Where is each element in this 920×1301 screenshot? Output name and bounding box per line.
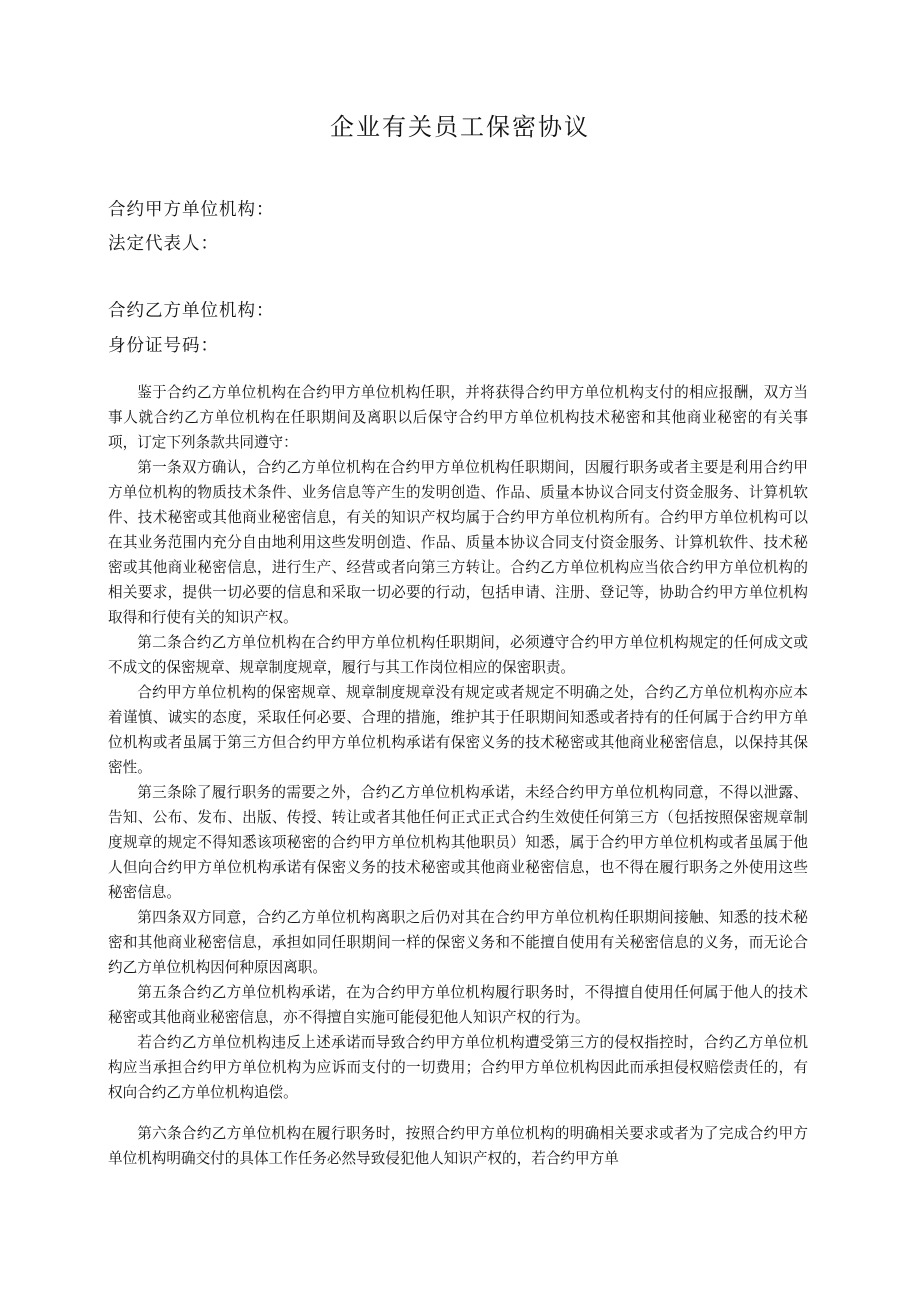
id-number-field: 身份证号码： xyxy=(108,336,219,356)
article-5-supplement-paragraph: 若合约乙方单位机构违反上述承诺而导致合约甲方单位机构遭受第三方的侵权指控时，合约乙方单位机构应当承担合约甲方单位机构为应诉而支付的一切费用；合约甲方单位机构因此而承担侵权赔偿责任的，有权向合约乙方单位机构追偿。 xyxy=(108,1034,808,1101)
article-2-supplement-paragraph: 合约甲方单位机构的保密规章、规章制度规章没有规定或者规定不明确之处，合约乙方单位机构亦应本着谨慎、诚实的态度，采取任何必要、合理的措施，维护其于任职期间知悉或者持有的任何属于合约甲方单位机构或者虽属于第三方但合约甲方单位机构承诺有保密义务的技术秘密或其他商业秘密信息，以保持其保密性。 xyxy=(108,684,808,776)
article-4-paragraph: 第四条双方同意，合约乙方单位机构离职之后仍对其在合约甲方单位机构任职期间接触、知悉的技术秘密和其他商业秘密信息，承担如同任职期间一样的保密义务和不能擅自使用有关秘密信息的义务，而无论合约乙方单位机构因何种原因离职。 xyxy=(108,909,808,976)
party-b-field: 合约乙方单位机构： xyxy=(108,301,275,321)
article-5-paragraph: 第五条合约乙方单位机构承诺，在为合约甲方单位机构履行职务时，不得擅自使用任何属于他人的技术秘密或其他商业秘密信息，亦不得擅自实施可能侵犯他人知识产权的行为。 xyxy=(108,984,808,1026)
party-a-field: 合约甲方单位机构： xyxy=(108,200,275,220)
article-1-paragraph: 第一条双方确认，合约乙方单位机构在合约甲方单位机构任职期间，因履行职务或者主要是利用合约甲方单位机构的物质技术条件、业务信息等产生的发明创造、作品、质量本协议合同支付资金服务、计算机软件、技术秘密或其他商业秘密信息，有关的知识产权均属于合约甲方单位机构所有。合约甲方单位机构可以在其业务范围内充分自由地利用这些发明创造、作品、质量本协议合同支付资金服务、计算机软件、技术秘密或其他商业秘密信息，进行生产、经营或者向第三方转让。合约乙方单位机构应当依合约甲方单位机构的相关要求，提供一切必要的信息和采取一切必要的行动，包括申请、注册、登记等，协助合约甲方单位机构取得和行使有关的知识产权。 xyxy=(108,459,808,626)
legal-representative-field: 法定代表人： xyxy=(108,234,219,254)
agreement-body xyxy=(108,380,808,1171)
preamble-paragraph: 鉴于合约乙方单位机构在合约甲方单位机构任职，并将获得合约甲方单位机构支付的相应报酬，双方当事人就合约乙方单位机构在任职期间及离职以后保守合约甲方单位机构技术秘密和其他商业秘密的有关事项，订定下列条款共同遵守： xyxy=(108,384,808,451)
article-6-paragraph: 第六条合约乙方单位机构在履行职务时，按照合约甲方单位机构的明确相关要求或者为了完成合约甲方单位机构明确交付的具体工作任务必然导致侵犯他人知识产权的，若合约甲方单 xyxy=(108,1125,808,1167)
document-title: 企业有关员工保密协议 xyxy=(330,113,590,141)
article-3-paragraph: 第三条除了履行职务的需要之外，合约乙方单位机构承诺，未经合约甲方单位机构同意，不得以泄露、告知、公布、发布、出版、传授、转让或者其他任何正式正式合约生效使任何第三方（包括按照保密规章制度规章的规定不得知悉该项秘密的合约甲方单位机构其他职员）知悉，属于合约甲方单位机构或者虽属于他人但向合约甲方单位机构承诺有保密义务的技术秘密或其他商业秘密信息，也不得在履行职务之外使用这些秘密信息。 xyxy=(108,784,808,901)
article-2-paragraph: 第二条合约乙方单位机构在合约甲方单位机构任职期间，必须遵守合约甲方单位机构规定的任何成文或不成文的保密规章、规章制度规章，履行与其工作岗位相应的保密职责。 xyxy=(108,634,808,676)
